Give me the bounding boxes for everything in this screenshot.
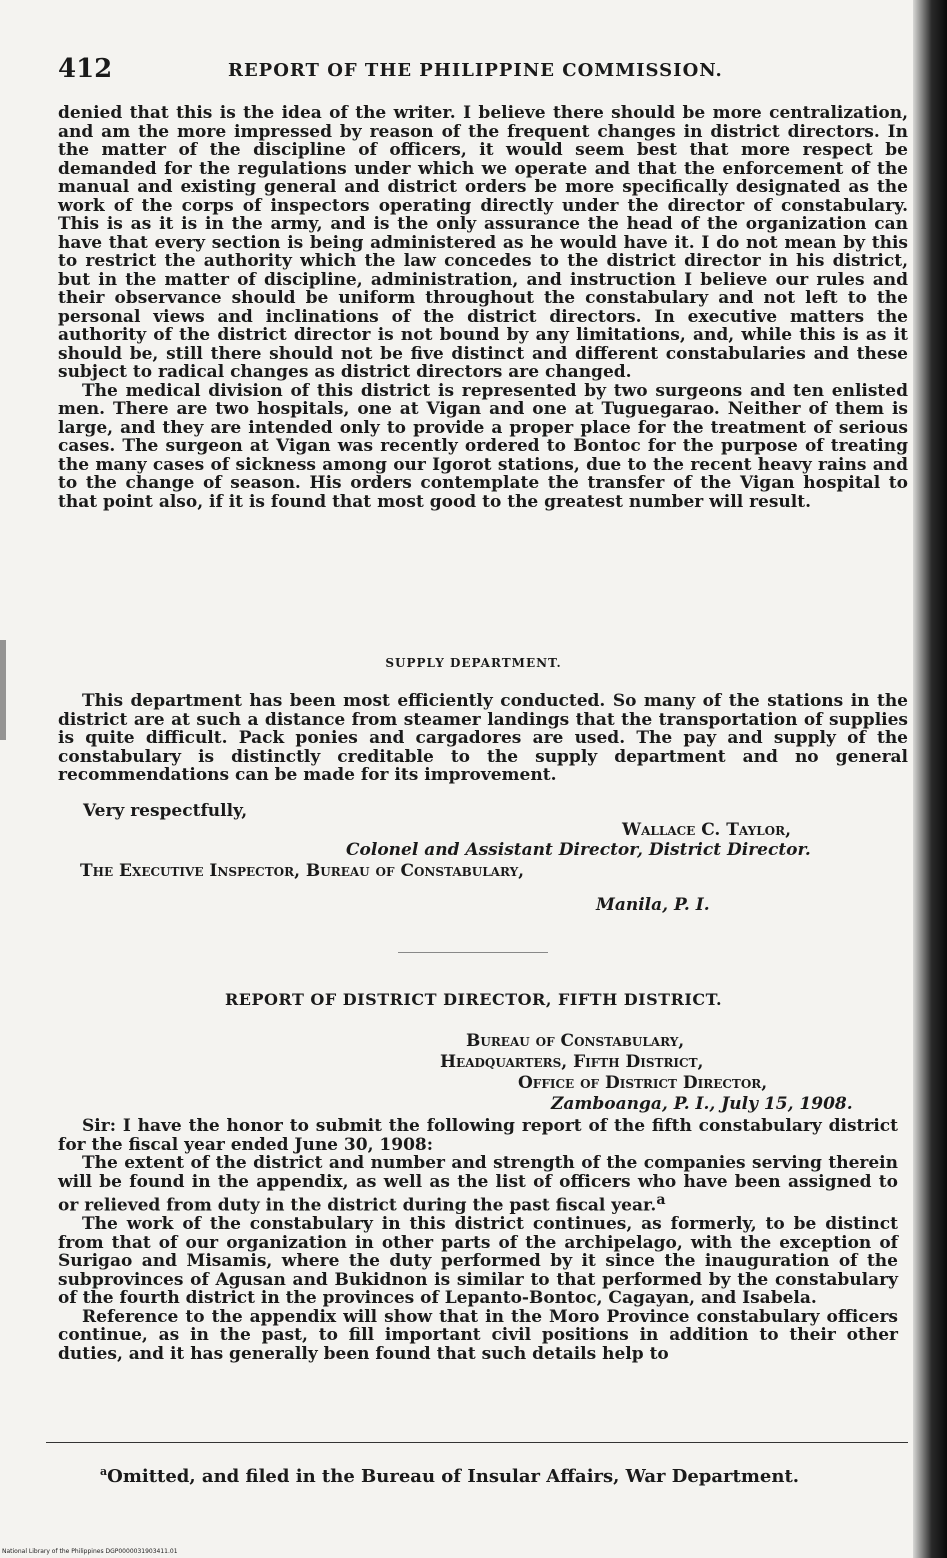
supply-department-heading: SUPPLY DEPARTMENT. <box>385 656 562 670</box>
footnote-reference: a <box>656 1192 666 1208</box>
footnote-marker: a <box>100 1465 108 1478</box>
closing-salutation: Very respectfully, <box>83 801 248 821</box>
footnote-rule <box>46 1442 908 1443</box>
fifth-district-report-title: REPORT OF DISTRICT DIRECTOR, FIFTH DISTRICT. <box>224 990 723 1009</box>
section-divider <box>398 952 548 953</box>
footnote-text: Omitted, and filed in the Bureau of Insular Affairs, War Department. <box>107 1466 800 1487</box>
letterhead-headquarters: Headquarters, Fifth District, <box>440 1052 704 1072</box>
paragraph-salutation: Sir: I have the honor to submit the following report of the fifth constabulary district for the fiscal year ended June 30, 1908: <box>58 1116 898 1155</box>
paragraph-medical-division: The medical division of this district is represented by two surgeons and ten enlisted men. There are two hospitals, one at Vigan and one at Tuguegarao. Neither of them is large, and they are intended only to provide a proper place for the treatment of serious cases. The surgeon at Vigan was recently ordered to Bontoc for the purpose of treating the many cases of sickness among our Igorot stations, due to the recent heavy rains and to the change of season. His orders contemplate the transfer of the Vigan hospital to that point also, if it is found that most good to the greatest number will result. <box>58 380 908 512</box>
letterhead-bureau: Bureau of Constabulary, <box>466 1031 685 1051</box>
addressee: The Executive Inspector, Bureau of Constabulary, <box>80 861 525 881</box>
running-title: REPORT OF THE PHILIPPINE COMMISSION. <box>228 60 723 81</box>
scan-smudge <box>0 640 6 740</box>
paragraph-supply-department: This department has been most efficiently conducted. So many of the stations in the district are at such a distance from steamer landings that the transportation of supplies is quite difficult. Pack ponies and cargadores are used. The pay and supply of the constabulary is distinctly creditable to the supply department and no general recommendations can be made for its improvement. <box>58 691 908 785</box>
signatory-name: Wallace C. Taylor, <box>622 820 791 840</box>
supply-department-section <box>58 692 908 785</box>
paragraph-work-of-constabulary: The work of the constabulary in this district continues, as formerly, to be distinct from that of our organization in other parts of the archipelago, with the exception of Surigao and Misamis, where the duty performed by it since the inauguration of the subprovinces of Agusan and Bukidnon is similar to that performed by the constabulary of the fourth district in the provinces of Lepanto-Bontoc, Cagayan, and Isabela. <box>58 1214 898 1309</box>
body-text-top <box>58 104 908 511</box>
paragraph-centralization: denied that this is the idea of the writer. I believe there should be more centralization, and am the more impressed by reason of the frequent changes in district directors. In the matter of the discipline of officers, it would seem best that more respect be demanded for the regulations under which we operate and that the enforcement of the manual and existing general and district orders be more specifically designated as the work of the corps of inspectors operating directly under the director of constabulary. This is as it is in the army, and is the only assurance the head of the organization can have that every section is being administered as he would have it. I do not mean by this to restrict the authority which the law concedes to the district director in his district, but in the matter of discipline, administration, and instruction I believe our rules and their observance should be uniform throughout the constabulary and not left to the personal views and inclinations of the district directors. In executive matters the authority of the district director is not bound by any limitations, and, while this is as it should be, still there should not be five distinct and different constabularies and these subject to radical changes as district directors are changed. <box>58 103 908 382</box>
letterhead-office: Office of District Director, <box>518 1073 768 1093</box>
signatory-title: Colonel and Assistant Director, District Director. <box>346 840 811 860</box>
footnote <box>100 1465 799 1487</box>
paragraph-extent-text: The extent of the district and number and strength of the companies serving therein will be found in the appendix, as well as the list of officers who have been assigned to or relieved from duty in the district during the past fiscal year. <box>58 1153 898 1216</box>
page-number: 412 <box>58 54 113 84</box>
letterhead-date: Zamboanga, P. I., July 15, 1908. <box>551 1094 853 1114</box>
scan-binding-edge <box>913 0 947 1558</box>
paragraph-extent-of-district <box>58 1154 898 1215</box>
fifth-district-body <box>58 1117 898 1363</box>
paragraph-reference-appendix: Reference to the appendix will show that in the Moro Province constabulary officers continue, as in the past, to fill important civil positions in addition to their other duties, and it has generally been found that such details help to <box>58 1306 898 1364</box>
page-header <box>58 54 878 86</box>
addressee-location: Manila, P. I. <box>596 895 710 915</box>
library-stamp: National Library of the Philippines DGP0000031903411.01 <box>2 1548 178 1555</box>
